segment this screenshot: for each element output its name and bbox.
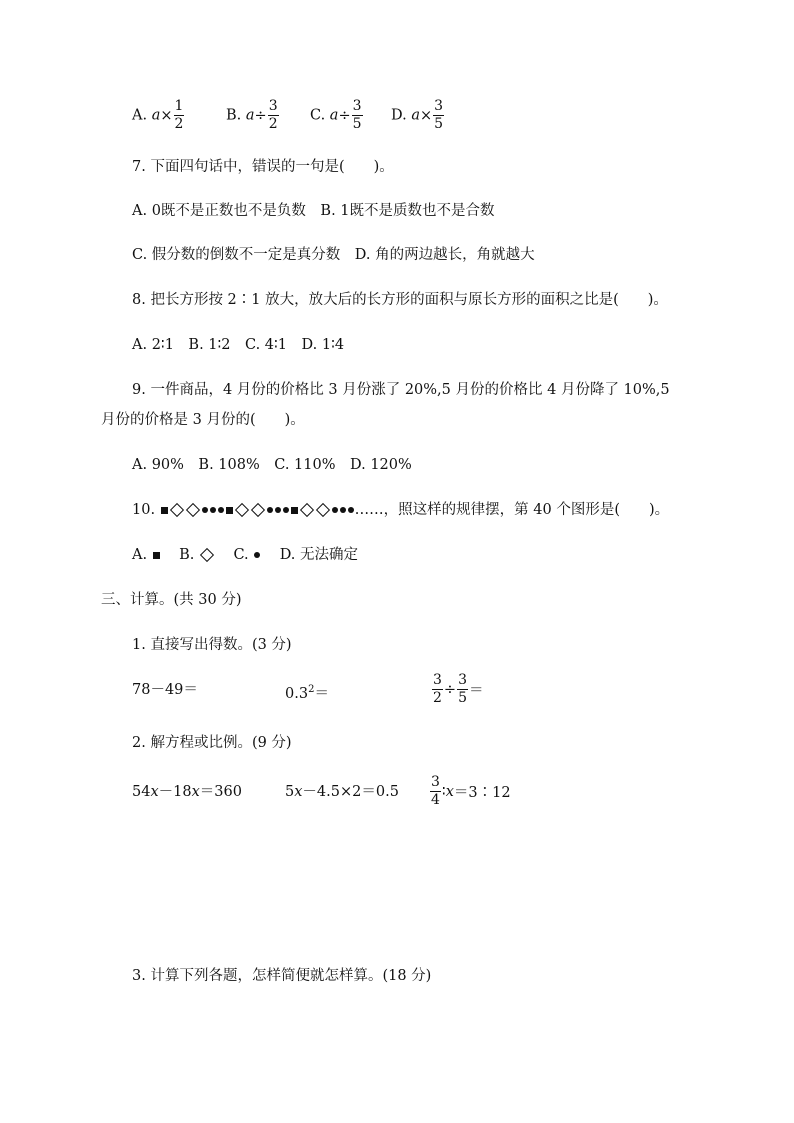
dot-shape	[210, 507, 216, 513]
fraction: $\frac{3}{2}$	[268, 98, 278, 132]
s3-p2-eq1: 54x－18x＝360	[132, 784, 242, 800]
q7-options-row2: C. 假分数的倒数不一定是真分数 D. 角的两边越长，角就越大	[132, 247, 535, 263]
q10-stem	[132, 500, 669, 520]
q9-options: A. 90% B. 108% C. 110% D. 120%	[132, 457, 412, 473]
s3-p1-expr1: 78－49＝	[132, 682, 198, 698]
dot-shape	[332, 507, 338, 513]
fraction: $\frac{3}{5}$	[458, 672, 467, 706]
square-shape	[291, 507, 298, 514]
fraction: $\frac{3}{2}$	[433, 672, 442, 706]
q10-number: 10.	[132, 502, 156, 518]
square-shape	[161, 507, 168, 514]
q9-stem-line2: 月份的价格是 3 月份的( )。	[101, 412, 305, 428]
square-shape	[226, 507, 233, 514]
section3-heading: 三、计算。(共 30 分)	[101, 592, 242, 608]
diamond-shape	[235, 503, 249, 517]
dot-shape	[202, 507, 208, 513]
diamond-shape	[170, 503, 184, 517]
diamond-shape	[251, 503, 265, 517]
dot-shape	[267, 507, 273, 513]
diamond-shape	[186, 503, 200, 517]
dot-shape	[348, 507, 354, 513]
q8-stem: 8. 把长方形按 2∶1 放大，放大后的长方形的面积与原长方形的面积之比是( )。	[132, 292, 668, 308]
fraction: $\frac{3}{4}$	[431, 774, 440, 808]
q7-options-row1: A. 0既不是正数也不是负数 B. 1既不是质数也不是合数	[132, 203, 495, 219]
fraction: $\frac{1}{2}$	[174, 98, 184, 132]
s3-part3-title: 3. 计算下列各题，怎样简便就怎样算。(18 分)	[132, 968, 432, 984]
s3-p1-expr2: $0.3^2=$	[285, 684, 329, 702]
square-shape	[153, 552, 160, 559]
dot-shape	[218, 507, 224, 513]
diamond-shape	[300, 503, 314, 517]
q10-options: A. B. C. D. 无法确定	[132, 547, 359, 563]
q8-options: A. 2∶1 B. 1∶2 C. 4∶1 D. 1∶4	[132, 337, 345, 353]
q6-option-b: B. a÷ $\frac{3}{2}$	[226, 98, 278, 132]
s3-p1-expr3: $\frac{3}{2}$ ÷ $\frac{3}{5}$ ＝	[433, 672, 484, 706]
s3-p2-eq3: $\frac{3}{4}$ ∶x＝3∶12	[431, 774, 511, 808]
q6-option-c: C. a÷ $\frac{3}{5}$	[310, 98, 362, 132]
dot-shape	[275, 507, 281, 513]
s3-p2-eq2: 5x－4.5×2＝0.5	[285, 784, 399, 800]
diamond-shape	[316, 503, 330, 517]
s3-part1-title: 1. 直接写出得数。(3 分)	[132, 637, 292, 653]
diamond-shape	[200, 548, 214, 562]
shape-pattern	[160, 500, 355, 520]
dot-shape	[283, 507, 289, 513]
q6-option-d: D. a× $\frac{3}{5}$	[391, 98, 444, 132]
q6-option-a: A. a× $\frac{1}{2}$	[132, 98, 184, 132]
fraction: $\frac{3}{5}$	[352, 98, 362, 132]
q10-pattern-text: ……，照这样的规律摆，第 40 个图形是( )。	[354, 502, 670, 518]
dot-shape	[340, 507, 346, 513]
s3-part2-title: 2. 解方程或比例。(9 分)	[132, 735, 292, 751]
q9-stem-line1: 9. 一件商品，4 月份的价格比 3 月份涨了 20%,5 月份的价格比 4 月份降了 10%,5	[132, 382, 670, 398]
dot-shape	[254, 552, 260, 558]
fraction: $\frac{3}{5}$	[434, 98, 444, 132]
q7-stem: 7. 下面四句话中，错误的一句是( )。	[132, 159, 394, 175]
